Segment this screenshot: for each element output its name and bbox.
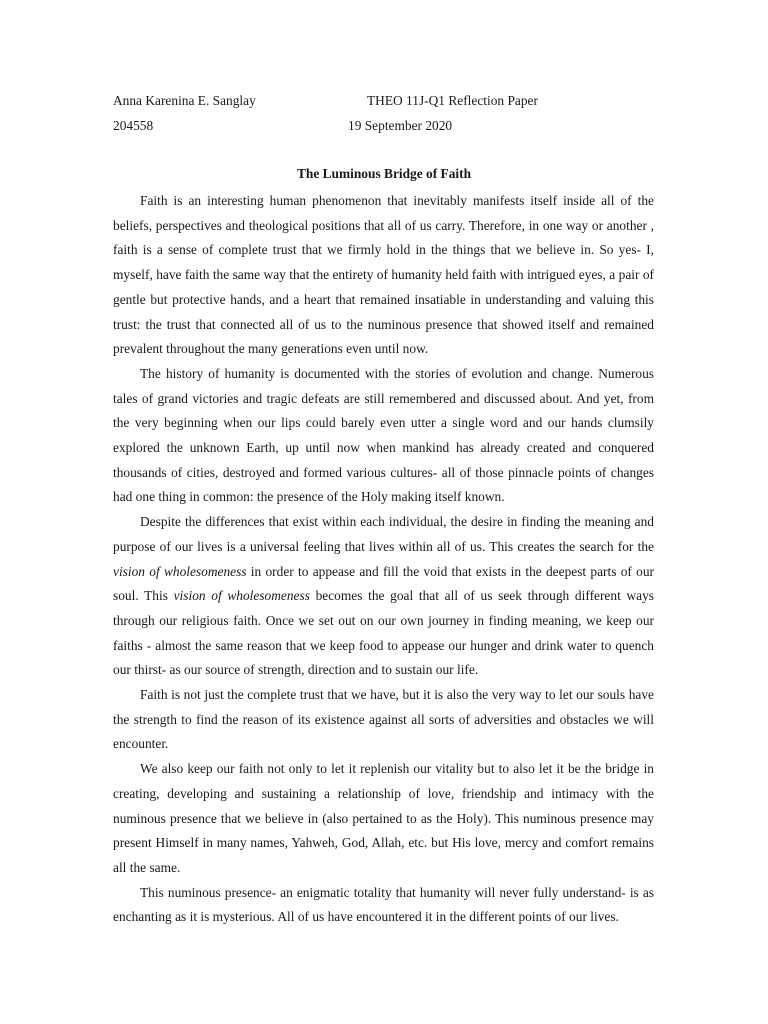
paragraph-6: This numinous presence- an enigmatic totality that humanity will never fully understand- is as enchanting as it is mysterious. All of us have encountered it in the different points of our lives. xyxy=(113,884,654,925)
paragraph-1: Faith is an interesting human phenomenon that inevitably manifests itself inside all of the beliefs, perspectives and theological positions that all of us carry. Therefore, in one way or another , faith is a sense of complete trust that we firmly hold in the things that we believe in. So yes- I, myself, have faith the same way that the entirety of humanity held faith with intrigued eyes, a pair of gentle but protective hands, and a heart that remained insatiable in understanding and valuing this trust: the trust that connected all of us to the numinous presence that showed itself and remained prevalent throughout the many generations even until now. xyxy=(113,193,654,357)
header-row-1 xyxy=(113,93,538,109)
italic-phrase-1: vision of wholesomeness xyxy=(113,563,247,579)
paper-title: The Luminous Bridge of Faith xyxy=(296,166,472,181)
paragraph-3-text-b: in order to appease and fill the void that exists in the deepest parts of our soul. This xyxy=(113,563,654,604)
paragraph-5: We also keep our faith not only to let it replenish our vitality but to also let it be the bridge in creating, developing and sustaining a relationship of love, friendship and intimacy with the numinous presence that we believe in (also pertained to as the Holy). This numinous presence may present Himself in many names, Yahweh, God, Allah, etc. but His love, mercy and comfort remains all the same. xyxy=(113,761,654,875)
paper-body xyxy=(113,189,654,930)
paper-date: 19 September 2020 xyxy=(348,118,453,133)
paragraph-3-text-a: Despite the differences that exist within each individual, the desire in finding the meaning and purpose of our lives is a universal feeling that lives within all of us. This creates the search for the xyxy=(113,514,654,554)
paragraph-2: The history of humanity is documented with the stories of evolution and change. Numerous tales of grand victories and tragic defeats are still remembered and discussed about. And yet, from the very beginning when our lips could barely even utter a single word and our hands clumsily explored the unknown Earth, up until now when mankind has already created and conquered thousands of cities, destroyed and formed various cultures- all of those pinnacle points of changes had one thing in common: the presence of the Holy making itself known. xyxy=(113,365,654,505)
paragraph-4: Faith is not just the complete trust that we have, but it is also the very way to let our souls have the strength to find the reason of its existence against all sorts of adversities and obstacles we will encounter. xyxy=(113,687,654,752)
italic-phrase-2: vision of wholesomeness xyxy=(173,588,310,604)
header-row-2 xyxy=(113,118,453,134)
paragraph-3 xyxy=(113,510,654,683)
student-id: 204558 xyxy=(113,118,154,133)
paragraph-3-text-c: becomes the goal that all of us seek through different ways through our religious faith. Once we set out on our own journey in finding meaning, we keep our faiths - almost the same reason that we keep food to appease our hunger and drink water to quench our thirst- as our source of strength, direction and to sustain our life. xyxy=(113,588,654,678)
author-name: Anna Karenina E. Sanglay xyxy=(113,93,256,108)
course-title: THEO 11J-Q1 Reflection Paper xyxy=(367,93,538,108)
